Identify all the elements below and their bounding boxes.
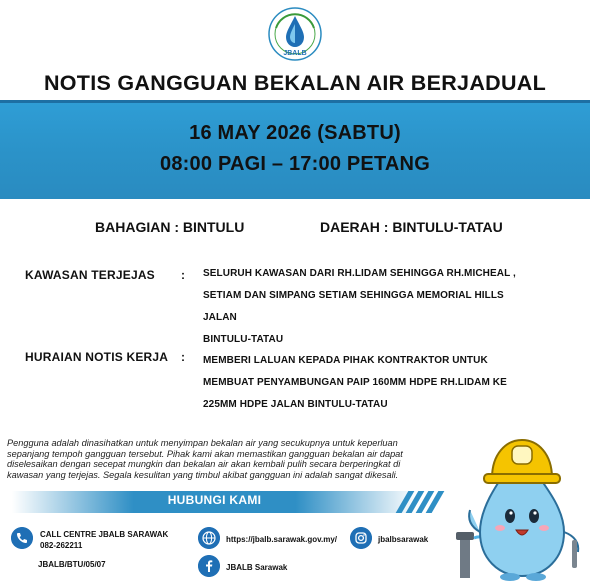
affected-area-line: SETIAM DAN SIMPANG SETIAM SEHINGGA MEMORIAL HILLS JALAN [203, 290, 504, 323]
work-description-line: MEMBUAT PENYAMBUNGAN PAIP 160MM HDPE RH.LIDAM KE [203, 377, 507, 388]
work-description-label: HURAIAN NOTIS KERJA [25, 350, 169, 364]
affected-area-line: BINTULU-TATAU [203, 334, 284, 345]
advisory-line: kawasan yang terjejas. Segala kesulitan yang timbul akibat gangguan ini adalah sangat dikesali. [7, 469, 399, 480]
water-drop-mascot-icon [440, 420, 590, 582]
advisory-text [7, 438, 437, 480]
logo-abbr: JBALB [283, 50, 307, 57]
work-description-line: 225MM HDPE JALAN BINTULU-TATAU [203, 399, 388, 410]
notice-time: 08:00 PAGI – 17:00 PETANG [160, 153, 430, 175]
globe-icon [198, 527, 220, 549]
schedule-banner [0, 100, 590, 199]
affected-area-label: KAWASAN TERJEJAS [25, 268, 155, 282]
call-centre-number[interactable]: 082-262211 [40, 541, 83, 550]
notice-date: 16 MAY 2026 (SABTU) [189, 122, 401, 144]
contact-heading: HUBUNGI KAMI [167, 493, 262, 507]
phone-icon [11, 527, 33, 549]
facebook-link[interactable]: JBALB Sarawak [226, 563, 288, 572]
call-centre-label: CALL CENTRE JBALB SARAWAK [40, 530, 169, 539]
instagram-link[interactable]: jbalbsarawak [378, 535, 429, 544]
instagram-icon [350, 527, 372, 549]
district-label: DAERAH : BINTULU-TATAU [320, 219, 503, 235]
work-description-colon: : [181, 350, 185, 364]
website-link[interactable]: https://jbalb.sarawak.gov.my/ [226, 535, 337, 544]
advisory-line: diselesaikan dengan secepat mungkin dan bekalan air akan kembali pulih secara berperingkat di [7, 459, 401, 469]
jbalb-logo-icon [266, 6, 324, 62]
affected-area-colon: : [181, 268, 185, 282]
division-label: BAHAGIAN : BINTULU [95, 219, 245, 235]
facebook-icon [198, 555, 220, 577]
advisory-line: sepanjang tempoh gangguan tersebut. Pihak kami akan memastikan gangguan bekalan air dapat [7, 448, 403, 459]
advisory-line: Pengguna adalah dinasihatkan untuk menyimpan bekalan air yang secukupnya untuk keperluan [7, 438, 398, 448]
notice-title: NOTIS GANGGUAN BEKALAN AIR BERJADUAL [43, 71, 547, 95]
affected-area-line: SELURUH KAWASAN DARI RH.LIDAM SEHINGGA RH.MICHEAL , [203, 268, 516, 279]
work-description-line: MEMBERI LALUAN KEPADA PIHAK KONTRAKTOR UNTUK [203, 355, 488, 366]
work-description-text [203, 350, 533, 416]
reference-code: JBALB/BTU/05/07 [38, 560, 106, 569]
banner-divider [0, 100, 590, 103]
affected-area-text [203, 263, 533, 351]
